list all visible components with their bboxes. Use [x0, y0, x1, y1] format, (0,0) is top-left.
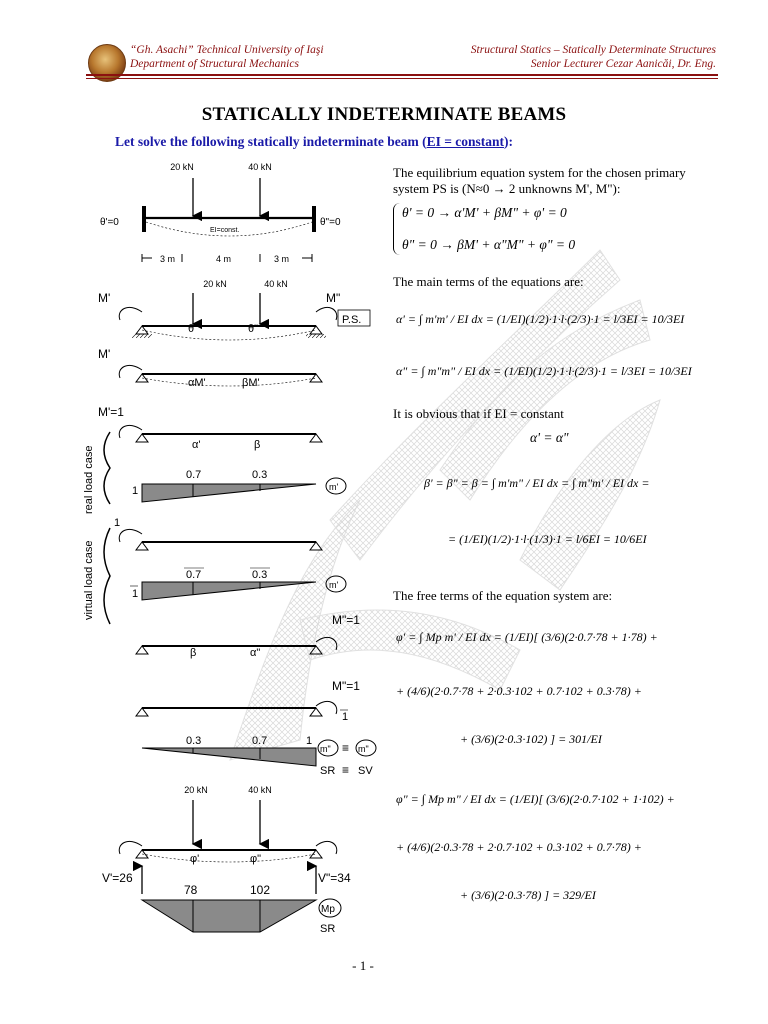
alpha-m1: αM' — [188, 377, 206, 389]
alpha1-equation: α' = ∫ m'm' / EI dx = (1/EI)(1/2)·1·l·(2/3)·1 = l/3EI = 10/3EI — [396, 312, 685, 326]
virtual-load-case: virtual load case — [83, 540, 95, 620]
beta-small-2: β — [190, 647, 197, 659]
header-author: Senior Lecturer Cezar Aanicăi, Dr. Eng. — [530, 58, 716, 70]
load-label-20: 20 kN — [170, 162, 194, 172]
beta-equation-2: = (1/EI)(1/2)·1·l·(1/3)·1 = l/6EI = 10/6EI — [448, 532, 647, 546]
m2one-label: M"=1 — [332, 613, 360, 627]
sr-label-2: SR — [320, 923, 336, 935]
beta-small: β — [254, 439, 261, 451]
sr-label: SR — [320, 765, 336, 777]
v03-virtual: 0.3 — [252, 569, 268, 581]
page-number: - 1 - — [352, 958, 374, 973]
v03-real: 0.3 — [252, 469, 268, 481]
equilibrium-text: The equilibrium equation system for the chosen primary system PS is (N≈0 → 2 unknowns M', M"): — [393, 165, 686, 196]
ps-load-20: 20 kN — [203, 279, 227, 289]
intro-suffix: ): — [504, 134, 514, 149]
one-m2: 1 — [342, 711, 349, 723]
real-load-case: real load case — [83, 445, 95, 514]
page-title: STATICALLY INDETERMINATE BEAMS — [201, 104, 567, 125]
structural-figure — [80, 150, 390, 950]
ps-label: P.S. — [342, 314, 362, 326]
system-brace — [393, 203, 400, 255]
v07-virtual: 0.7 — [186, 569, 202, 581]
phi2-line1: φ" = ∫ Mp m" / EI dx = (1/EI)[ (3/6)(2·0.7·102 + 1·102) + — [396, 792, 675, 806]
m2-label: M" — [326, 291, 341, 305]
v07-real: 0.7 — [186, 469, 202, 481]
phi2-line3: + (3/6)(2·0.3·78) ] = 329/EI — [460, 888, 596, 902]
phi2-line2: + (4/6)(2·0.3·78 + 2·0.7·102 + 0.3·102 + 0.7·78) + — [396, 840, 642, 854]
phi1-line3: + (3/6)(2·0.3·102) ] = 301/EI — [460, 732, 602, 746]
main-terms-text: The main terms of the equations are: — [393, 274, 584, 289]
m2-diagram-label: m" — [320, 744, 331, 754]
theta1-ps: θ' — [188, 323, 197, 335]
final-load-40: 40 kN — [248, 785, 272, 795]
intro-ei: EI = constant — [426, 134, 505, 149]
one-m2-diag: 1 — [306, 735, 313, 747]
m2-virtual-label: m" — [358, 744, 369, 754]
one-virtual-top: 1 — [114, 517, 121, 529]
beta-m1: βM' — [242, 377, 260, 389]
m1-label: M' — [98, 291, 111, 305]
ei-const-label: EI=const. — [210, 227, 240, 234]
equiv-sign-2: ≡ — [342, 763, 350, 777]
load-label-40: 40 kN — [248, 162, 272, 172]
m1-label-2: M' — [98, 347, 111, 361]
alpha2-equation: α" = ∫ m"m" / EI dx = (1/EI)(1/2)·1·l·(2/3)·1 = l/3EI = 10/3EI — [396, 364, 692, 378]
v07-m2: 0.7 — [252, 735, 268, 747]
header-course: Structural Statics – Statically Determinate Structures — [470, 44, 716, 56]
equiv-sign: ≡ — [342, 741, 350, 755]
m1-virtual-label: m' — [329, 580, 339, 590]
mone-label: M'=1 — [98, 405, 124, 419]
sv-label: SV — [358, 765, 373, 777]
theta1-label: θ'=0 — [100, 217, 119, 228]
phi2-fig: φ" — [250, 853, 262, 865]
theta2-ps: θ" — [248, 323, 259, 335]
intro-prefix: Let solve the following statically indeterminate beam ( — [115, 134, 427, 149]
free-terms-text: The free terms of the equation system are: — [393, 588, 613, 603]
m2one-label-2: M"=1 — [332, 679, 360, 693]
span-label-2: 4 m — [216, 254, 232, 264]
m1-diagram-label: m' — [329, 482, 339, 492]
v03-m2: 0.3 — [186, 735, 202, 747]
one-real: 1 — [132, 485, 139, 497]
phi1-line2: + (4/6)(2·0.7·78 + 2·0.3·102 + 0.7·102 + 0.3·78) + — [396, 684, 642, 698]
alpha1-small: α' — [192, 439, 201, 451]
theta2-label: θ"=0 — [320, 217, 341, 228]
mp-label: Mp — [321, 904, 335, 915]
mp-78: 78 — [184, 883, 198, 897]
v1-label: V'=26 — [102, 871, 133, 885]
phi1-line1: φ' = ∫ Mp m' / EI dx = (1/EI)[ (3/6)(2·0.7·78 + 1·78) + — [396, 630, 658, 644]
alpha-equal: α' = α" — [530, 430, 569, 445]
phi1-fig: φ' — [190, 853, 200, 865]
span-label-3: 3 m — [274, 254, 290, 264]
obvious-text: It is obvious that if EI = constant — [393, 406, 564, 421]
beta-equation: β' = β" = β = ∫ m'm" / EI dx = ∫ m"m' / EI dx = — [424, 476, 650, 490]
v2-label: V"=34 — [318, 871, 351, 885]
span-label-1: 3 m — [160, 254, 176, 264]
mp-102: 102 — [250, 883, 271, 897]
ps-load-40: 40 kN — [264, 279, 288, 289]
final-load-20: 20 kN — [184, 785, 208, 795]
header-department: Department of Structural Mechanics — [130, 58, 299, 70]
eq-theta1: θ' = 0 → α'M' + βM" + φ' = 0 — [402, 205, 567, 220]
eq-theta2: θ" = 0 → βM' + α"M" + φ" = 0 — [402, 237, 576, 252]
alpha2-small: α" — [250, 647, 261, 659]
header-university: “Gh. Asachi” Technical University of Iaşi — [130, 44, 324, 56]
one-virtual: 1 — [132, 588, 139, 600]
